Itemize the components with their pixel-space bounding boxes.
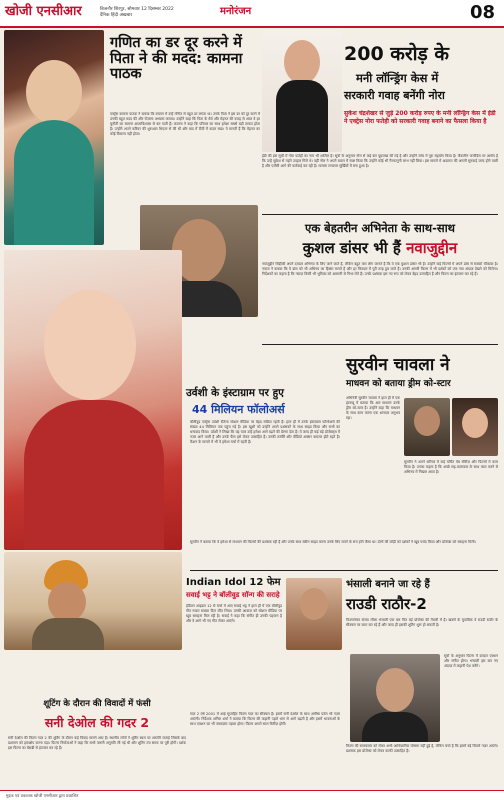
- indian-idol-headline-2: सवाई भट्ट ने बॉलीवुड सॉन्ग की सराहे: [186, 591, 280, 599]
- urvashi-headline-1: उर्वशी के इंस्टाग्राम पर हुए: [186, 387, 284, 399]
- nora-kicker: सुकेश चंद्रशेखर से जुड़े 200 करोड़ रुपए के मनी लॉन्ड्रिंग केस में ईडी ने एक्ट्रेस नोरा फतेही को सरकारी गवाह बनाने का फैसला किया है: [344, 110, 496, 126]
- bhansali-body-2: सूत्रों के अनुसार फिल्म में दमदार एक्शन और संगीत होगा। भंसाली इस बार नए अंदाज़ में कहानी पेश करेंगे।: [444, 654, 498, 669]
- masthead: [0, 0, 504, 28]
- surveen-subheadline: माधवन को बताया ड्रीम को-स्टार: [346, 379, 451, 389]
- nora-body: ईडी की इस सूची में नोरा फतेही का नाम भी शामिल है। सूत्रों के अनुसार नोरा से कई बार पूछताछ की गई है और उन्होंने जांच में पूरा सहयोग किया है। जैकलीन फर्नांडिस पर आरोप है कि उन्हें सुकेश से महंगे उपहार मिले थे। वहीं नोरा ने अपने बयान में स्पष्ट किया कि उन्होंने कोई भी गैरकानूनी लाभ नहीं लिया। इस मामले में अदालत की अगली सुनवाई जल्द होने वाली है और एजेंसी आगे की कार्रवाई कर रही है। मामला लगातार सुर्खियों में बना हुआ है।: [262, 154, 498, 169]
- footer-text: मुद्रक एवं प्रकाशक खोजी एनसीआर द्वारा प्रकाशित: [6, 793, 79, 798]
- bhansali-body-3: फिल्म की स्टारकास्ट को लेकर अभी आधिकारिक घोषणा नहीं हुई है, लेकिन चर्चा है कि इसमें बड़े सितारे नज़र आएंगे। प्रशंसक इस प्रोजेक्ट को लेकर काफी उत्साहित हैं।: [346, 744, 498, 754]
- urvashi-photo: [4, 250, 182, 550]
- kamna-photo: [4, 30, 104, 245]
- madhavan-photo: [404, 398, 450, 456]
- nawaz-body: नवाजुद्दीन सिद्दीकी अपने दमदार अभिनय के लिए जाने जाते हैं, लेकिन बहुत कम लोग जानते हैं कि वे एक कुशल डांसर भी हैं। उन्होंने कई फिल्मों में अपने डांस से सबको चौंकाया है। नवाज ने बताया कि वे डांस को भी अभिनय का हिस्सा मानते हैं और हर किरदार में पूरी तरह डूब जाते हैं। उनकी अगली फिल्म में भी दर्शकों को एक नया अंदाज़ देखने को मिलेगा। निर्देशकों का कहना है कि नवाज़ किसी भी भूमिका को आसानी से निभा लेते हैं। उनके प्रशंसक इस नए रूप को लेकर बेहद उत्साहित हैं और फिल्म का इंतजार कर रहे हैं।: [262, 262, 498, 277]
- urvashi-headline-2: 44 मिलियन फॉलोअर्स: [192, 403, 285, 416]
- sunny-photo: [4, 552, 182, 650]
- paper-type: दैनिक हिंदी अखबार: [100, 13, 133, 18]
- bhansali-headline-1: भंसाली बनाने जा रहे हैं: [346, 579, 430, 590]
- nora-headline-big: 200 करोड़ के: [344, 43, 449, 65]
- date-line: [100, 6, 174, 18]
- surveen-headline: सुरवीन चावला ने: [346, 355, 450, 375]
- nora-photo: [262, 30, 342, 152]
- bhansali-body: फिल्ममेकर संजय लीला भंसाली एक बार फिर बड़े प्रोजेक्ट की तैयारी में हैं। खबरों के मुताबिक वे राउडी राठौर के सीक्वल पर काम कर रहे हैं और जल्द ही इसकी शूटिंग शुरू हो सकती है।: [346, 618, 498, 628]
- nawaz-headline-1: एक बेहतरीन अभिनेता के साथ-साथ: [304, 221, 456, 235]
- sawai-photo: [286, 578, 342, 650]
- page-number: 08: [470, 2, 496, 23]
- kamna-body: एक्ट्रेस कामना पाठक ने बताया कि बचपन में उन्हें गणित से बहुत डर लगता था। उनके पिता ने इस डर को दूर करने में उनकी बहुत मदद की और रोज़ाना अभ्यास कराया। उन्होंने कहा कि पिता के धैर्य और मेहनत की वजह से आज वे हर चुनौती का सामना आत्मविश्वास से कर पाती हैं। कामना ने कहा कि परिवार का साथ हमेशा सबसे बड़ी ताकत होता है। उन्होंने अपने करियर की शुरुआत थिएटर से की थी और बाद में टीवी में कदम रखा। वे मानती हैं कि मेहनत का कोई विकल्प नहीं होता।: [110, 112, 260, 137]
- brand-logo: खोजी एनसीआर: [5, 4, 82, 19]
- urvashi-body: बॉलीवुड एक्ट्रेस उर्वशी रौतेला सोशल मीडिया पर बेहद सक्रिय रहती हैं। हाल ही में उनके इंस्टाग्राम फॉलोअर्स की संख्या 44 मिलियन तक पहुंच गई है। इस खुशी को उन्होंने अपने प्रशंसकों के साथ साझा किया और सभी का धन्यवाद किया। उर्वशी ने लिखा कि यह प्यार उन्हें हमेशा आगे बढ़ने की प्रेरणा देता है। वे जल्द ही कई बड़े प्रोजेक्ट्स में नज़र आने वाली हैं और उनके फैंस इसे लेकर उत्साहित हैं। उनकी तस्वीरें और वीडियो अक्सर वायरल होते रहते हैं। फैशन के मामले में भी वे हमेशा चर्चा में रहती हैं।: [190, 420, 340, 445]
- nora-headline-mid: मनी लॉन्ड्रिंग केस में: [356, 71, 439, 85]
- nawaz-headline-2: [262, 240, 498, 256]
- sunny-body-2: गदर 2 वर्ष 2001 में आई सुपरहिट फिल्म गदर का सीक्वल है। इसमें सनी देओल के साथ अमीषा पटेल भी नज़र आएंगी। निर्देशक अनिल शर्मा ने बताया कि फिल्म की कहानी पहले भाग से आगे बढ़ती है और इसमें भावनाओं के साथ एक्शन का भी जबरदस्त तड़का होगा। फिल्म अगले साल रिलीज़ होगी।: [190, 712, 340, 727]
- surveen-photo: [452, 398, 498, 456]
- nawaz-headline-name: नवाजुद्दीन: [406, 239, 458, 257]
- sunny-headline-2: सनी देओल की गदर 2: [44, 715, 150, 730]
- bhansali-photo: [350, 654, 440, 742]
- bhansali-headline-2: राउडी राठौर-2: [346, 595, 427, 613]
- nawaz-headline-text: कुशल डांसर भी हैं: [302, 239, 401, 257]
- surveen-body-3: सुरवीन ने बताया कि वे हमेशा से माधवन की फिल्मों की प्रशंसक रही हैं और उनके साथ स्क्रीन साझा करना उनके लिए सपने के सच होने जैसा था। दोनों की जोड़ी को दर्शकों ने खूब पसंद किया और प्रोजेक्ट को सराहना मिली।: [190, 540, 476, 544]
- sunny-body: सनी देओल की फिल्म गदर 2 की शूटिंग के दौरान कई विवाद सामने आए हैं। स्थानीय लोगों ने शूटिंग स्थल पर आपत्ति जताई जिसके बाद प्रशासन को हस्तक्षेप करना पड़ा। फिल्म निर्माताओं ने कहा कि सभी जरूरी अनुमति ली गई थी और शूटिंग तय समय पर पूरी होगी। दर्शक इस फिल्म का बेसब्री से इंतजार कर रहे हैं।: [8, 736, 186, 751]
- footer: [0, 790, 504, 800]
- surveen-body: अभिनेत्री सुरवीन चावला ने हाल ही में एक इंटरव्यू में बताया कि आर माधवन उनके ड्रीम को-स्टार हैं। उन्होंने कहा कि माधवन के साथ काम करना एक शानदार अनुभव रहा।: [346, 396, 400, 421]
- sunny-headline-1: शूटिंग के दौरान की विवादों में फंसी: [43, 699, 151, 709]
- surveen-body-2: सुरवीन ने अपने करियर में कई चर्चित वेब सीरीज़ और फिल्मों में काम किया है। उनका कहना है कि अच्छे सह-कलाकार के साथ काम करने से अभिनय में निखार आता है।: [404, 460, 498, 475]
- nora-headline-small: सरकारी गवाह बनेंगी नोरा: [344, 89, 445, 102]
- date-text: बिजनौर शिरपुर, सोमवार 12 दिसम्बर 2022: [100, 7, 174, 12]
- indian-idol-headline-1: Indian Idol 12 फेम: [186, 577, 281, 588]
- indian-idol-body: इंडियन आइडल 12 से चर्चा में आए सवाई भट्ट ने हाल ही में एक बॉलीवुड गीत गाकर सबका दिल जीत लिया। उनकी आवाज़ को सोशल मीडिया पर खूब सराहना मिल रही है। सवाई ने कहा कि संगीत ही उनकी पहचान है और वे आगे भी नए गीत लेकर आएंगे।: [186, 604, 282, 624]
- kamna-headline: गणित का डर दूर करने में पिता ने की मदद: कामना पाठक: [110, 35, 243, 83]
- section-name: मनोरंजन: [220, 6, 252, 17]
